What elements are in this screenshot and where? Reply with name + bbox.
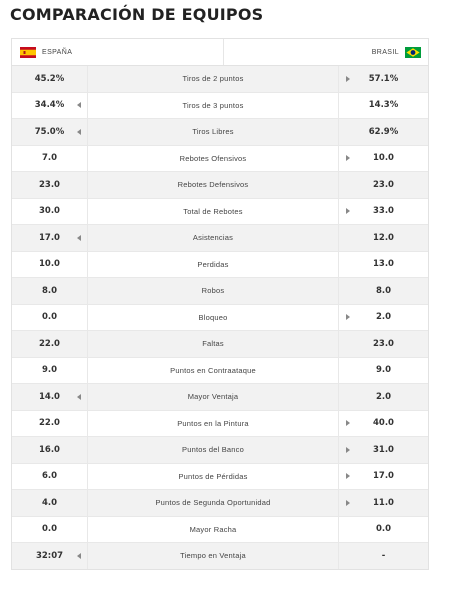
stat-label: Puntos de Segunda Oportunidad: [155, 498, 271, 508]
home-value-cell: [12, 358, 88, 384]
home-team: [12, 39, 224, 65]
home-value-cell: [12, 543, 88, 569]
home-value: 32:07: [35, 550, 64, 561]
away-value-cell: [339, 331, 428, 357]
leader-arrow-left-icon: [77, 129, 81, 135]
home-value: 9.0: [41, 365, 58, 376]
stat-label: Tiempo en Ventaja: [180, 551, 246, 561]
away-value-cell: [339, 252, 428, 278]
stat-row: [12, 252, 428, 279]
stat-rows: [12, 66, 428, 569]
stat-label-cell: [88, 437, 339, 463]
away-value-cell: [339, 411, 428, 437]
leader-arrow-right-icon: [346, 500, 350, 506]
stat-row: [12, 331, 428, 358]
leader-arrow-right-icon: [346, 155, 350, 161]
stat-label: Puntos en la Pintura: [177, 418, 249, 428]
stat-row: [12, 517, 428, 544]
leader-arrow-right-icon: [346, 447, 350, 453]
stat-row: [12, 305, 428, 332]
stat-label-cell: [88, 199, 339, 225]
stat-row: [12, 119, 428, 146]
home-value-cell: [12, 225, 88, 251]
team-comparison-table: [11, 38, 429, 570]
leader-arrow-right-icon: [346, 473, 350, 479]
home-value-cell: [12, 199, 88, 225]
stat-label-cell: [88, 252, 339, 278]
stat-row: [12, 146, 428, 173]
stat-row: [12, 199, 428, 226]
leader-arrow-right-icon: [346, 314, 350, 320]
stat-label: Robos: [201, 286, 225, 296]
stat-label-cell: [88, 358, 339, 384]
home-value-cell: [12, 119, 88, 145]
home-value: 17.0: [39, 232, 60, 243]
away-value-cell: [339, 225, 428, 251]
home-value-cell: [12, 490, 88, 516]
away-value: 33.0: [373, 206, 394, 217]
leader-arrow-left-icon: [77, 394, 81, 400]
stat-label-cell: [88, 278, 339, 304]
away-value: 31.0: [373, 444, 394, 455]
home-value: 16.0: [39, 444, 60, 455]
leader-arrow-right-icon: [346, 76, 350, 82]
away-value: 10.0: [373, 153, 394, 164]
away-value: 23.0: [373, 179, 394, 190]
stat-label: Rebotes Ofensivos: [179, 153, 247, 163]
stat-label: Asistencias: [192, 233, 234, 243]
brazil-flag-icon: [405, 47, 421, 58]
home-value-cell: [12, 384, 88, 410]
away-value: 0.0: [375, 524, 392, 535]
away-value-cell: [339, 199, 428, 225]
spain-flag-icon: [20, 47, 36, 58]
stat-row: [12, 543, 428, 569]
home-value-cell: [12, 172, 88, 198]
stat-label: Tiros Libres: [192, 127, 234, 137]
away-value-cell: [339, 66, 428, 92]
stat-row: [12, 490, 428, 517]
stat-label-cell: [88, 119, 339, 145]
away-value-cell: [339, 384, 428, 410]
stat-row: [12, 225, 428, 252]
away-value: 14.3%: [368, 100, 399, 111]
stat-label: Rebotes Defensivos: [177, 180, 249, 190]
home-value: 4.0: [41, 497, 58, 508]
away-value: 8.0: [375, 285, 392, 296]
teams-header: [12, 39, 428, 66]
away-value-cell: [339, 437, 428, 463]
away-value: 23.0: [373, 338, 394, 349]
home-value-cell: [12, 331, 88, 357]
stat-row: [12, 411, 428, 438]
stat-label: Tiros de 3 puntos: [182, 100, 244, 110]
away-value-cell: [339, 278, 428, 304]
stat-row: [12, 278, 428, 305]
leader-arrow-right-icon: [346, 420, 350, 426]
stat-label: Faltas: [202, 339, 224, 349]
home-value: 0.0: [41, 524, 58, 535]
stat-label-cell: [88, 66, 339, 92]
away-value: 13.0: [373, 259, 394, 270]
stat-row: [12, 93, 428, 120]
away-value-cell: [339, 543, 428, 569]
away-value: 9.0: [375, 365, 392, 376]
leader-arrow-right-icon: [346, 208, 350, 214]
stat-row: [12, 384, 428, 411]
away-value-cell: [339, 305, 428, 331]
away-value-cell: [339, 517, 428, 543]
stat-row: [12, 437, 428, 464]
away-value-cell: [339, 93, 428, 119]
home-value: 7.0: [41, 153, 58, 164]
home-value-cell: [12, 252, 88, 278]
home-value: 8.0: [41, 285, 58, 296]
away-value: 2.0: [375, 391, 392, 402]
stat-label: Total de Rebotes: [183, 206, 243, 216]
stat-label: Tiros de 2 puntos: [182, 74, 244, 84]
stat-label: Puntos del Banco: [182, 445, 244, 455]
away-value: 17.0: [373, 471, 394, 482]
away-team: [224, 39, 428, 65]
stat-label-cell: [88, 331, 339, 357]
away-value: 40.0: [373, 418, 394, 429]
home-value: 45.2%: [34, 73, 65, 84]
home-value: 22.0: [39, 418, 60, 429]
away-value: 12.0: [373, 232, 394, 243]
stat-label-cell: [88, 490, 339, 516]
away-value-cell: [339, 358, 428, 384]
stat-label-cell: [88, 172, 339, 198]
stat-label: Puntos en Contraataque: [170, 365, 256, 375]
home-value-cell: [12, 66, 88, 92]
home-value: 14.0: [39, 391, 60, 402]
stat-label: Bloqueo: [198, 312, 228, 322]
home-value: 10.0: [39, 259, 60, 270]
away-value-cell: [339, 119, 428, 145]
home-value-cell: [12, 278, 88, 304]
home-value: 23.0: [39, 179, 60, 190]
home-value-cell: [12, 146, 88, 172]
away-value-cell: [339, 490, 428, 516]
stat-label-cell: [88, 543, 339, 569]
stat-row: [12, 172, 428, 199]
stat-label: Puntos de Pérdidas: [178, 471, 248, 481]
stat-label-cell: [88, 93, 339, 119]
away-value: 57.1%: [368, 73, 399, 84]
home-value-cell: [12, 517, 88, 543]
leader-arrow-left-icon: [77, 235, 81, 241]
stat-row: [12, 358, 428, 385]
home-value-cell: [12, 411, 88, 437]
away-value-cell: [339, 464, 428, 490]
home-value-cell: [12, 93, 88, 119]
stat-row: [12, 66, 428, 93]
stat-label: Perdidas: [197, 259, 229, 269]
stat-label: Mayor Ventaja: [187, 392, 239, 402]
home-value: 6.0: [41, 471, 58, 482]
leader-arrow-left-icon: [77, 102, 81, 108]
home-value-cell: [12, 464, 88, 490]
away-value: -: [381, 550, 386, 561]
away-value-cell: [339, 146, 428, 172]
away-value: 2.0: [375, 312, 392, 323]
away-team-name: BRASIL: [371, 48, 399, 56]
stat-label-cell: [88, 146, 339, 172]
home-value: 0.0: [41, 312, 58, 323]
stat-label-cell: [88, 411, 339, 437]
home-value: 30.0: [39, 206, 60, 217]
home-value-cell: [12, 437, 88, 463]
page-title: COMPARACIÓN DE EQUIPOS: [10, 5, 264, 24]
stat-row: [12, 464, 428, 491]
home-value: 22.0: [39, 338, 60, 349]
away-value: 11.0: [373, 497, 394, 508]
leader-arrow-left-icon: [77, 553, 81, 559]
home-team-name: ESPAÑA: [42, 48, 73, 56]
home-value: 34.4%: [34, 100, 65, 111]
home-value-cell: [12, 305, 88, 331]
stat-label-cell: [88, 517, 339, 543]
away-value-cell: [339, 172, 428, 198]
stat-label-cell: [88, 384, 339, 410]
stat-label-cell: [88, 225, 339, 251]
stat-label-cell: [88, 305, 339, 331]
away-value: 62.9%: [368, 126, 399, 137]
stat-label-cell: [88, 464, 339, 490]
stat-label: Mayor Racha: [189, 524, 237, 534]
home-value: 75.0%: [34, 126, 65, 137]
